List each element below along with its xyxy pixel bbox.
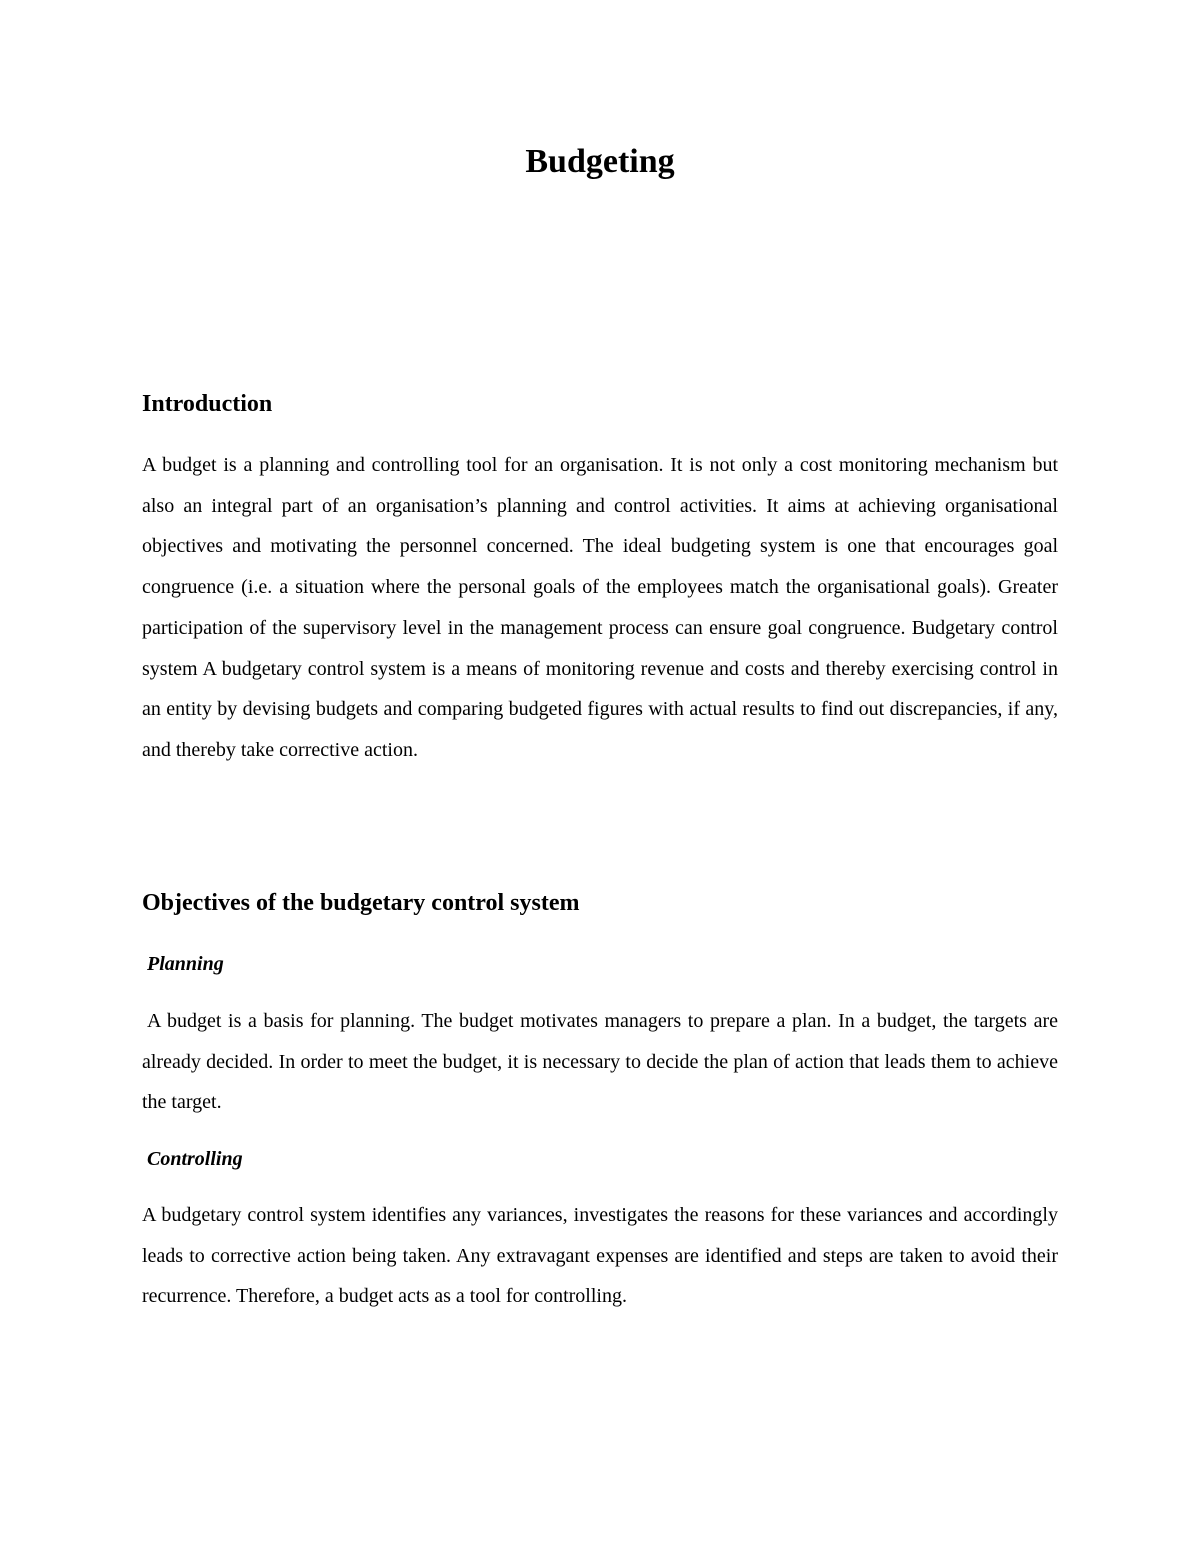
planning-subheading: Planning xyxy=(147,953,224,975)
document-title: Budgeting xyxy=(525,143,675,180)
controlling-paragraph: A budgetary control system identifies any variances, investigates the reasons for these variances and accordingly leads to corrective action being taken. Any extravagant expenses are identified and steps are taken to avoid their recurrence. Therefore, a budget acts as a tool for controlling. xyxy=(142,1204,1058,1308)
objectives-heading: Objectives of the budgetary control system xyxy=(142,890,580,916)
introduction-heading: Introduction xyxy=(142,391,273,417)
planning-paragraph: A budget is a basis for planning. The budget motivates managers to prepare a plan. In a budget, the targets are already decided. In order to meet the budget, it is necessary to decide the plan of action that leads them to achieve the target. xyxy=(142,1010,1058,1114)
introduction-paragraph: A budget is a planning and controlling tool for an organisation. It is not only a cost monitoring mechanism but also an integral part of an organisation’s planning and control activities. It aims at achieving organisational objectives and motivating the personnel concerned. The ideal budgeting system is one that encourages goal congruence (i.e. a situation where the personal goals of the employees match the organisational goals). Greater participation of the supervisory level in the management process can ensure goal congruence. Budgetary control system A budgetary control system is a means of monitoring revenue and costs and thereby exercising control in an entity by devising budgets and comparing budgeted figures with actual results to find out discrepancies, if any, and thereby take corrective action. xyxy=(142,454,1058,761)
controlling-subheading: Controlling xyxy=(147,1148,243,1170)
